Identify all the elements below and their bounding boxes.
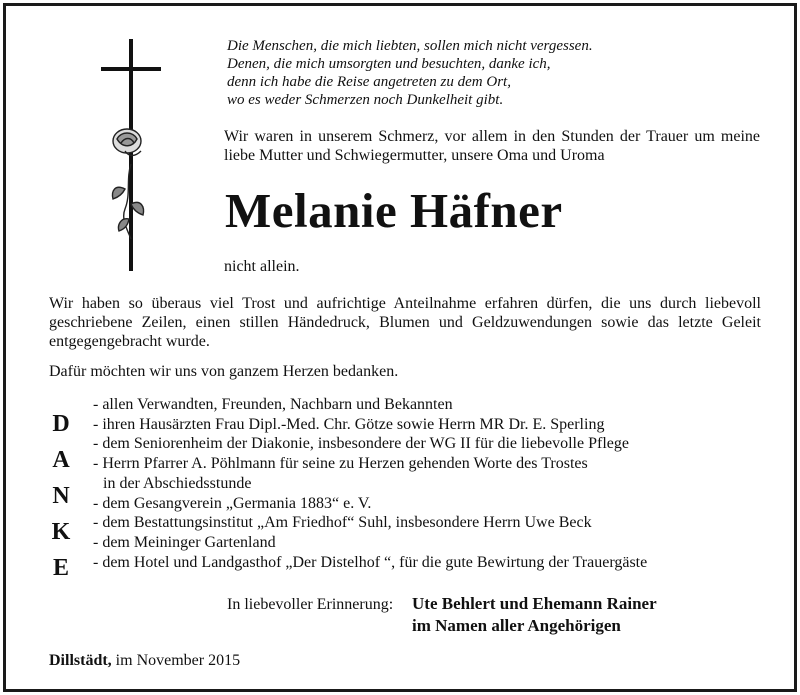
alone-text: nicht allein. [224,258,300,275]
poem-line: Die Menschen, die mich liebten, sollen mich nicht vergessen. [227,38,593,54]
list-item: - dem Meininger Gartenland [93,533,276,551]
list-item: - allen Verwandten, Freunden, Nachbarn und Bekannten [93,396,453,413]
signature-names [412,593,657,637]
date-text: im November 2015 [115,652,241,669]
list-item: - dem Seniorenheim der Diakonie, insbesondere der WG II für die liebevolle Pflege [93,435,629,453]
danke-letter: A [52,447,70,473]
list-item: - dem Hotel und Landgasthof „Der Distelhof “, für die gute Bewirtung der Trauergäste [93,553,648,571]
list-item: - dem Gesangverein „Germania 1883“ e. V. [93,494,372,512]
thanks-intro: Dafür möchten wir uns von ganzem Herzen bedanken. [49,363,399,380]
body-paragraph: Wir haben so überaus viel Trost und aufrichtige Anteilnahme erfahren dürfen, die uns durch liebevoll geschriebene Zeilen, einen stillen Händedruck, Blumen und Geldzuwendungen sowie das letzte Geleit entgegengebracht wurde. [49,295,761,350]
poem-line: denn ich habe die Reise angetreten zu dem Ort, [227,74,511,90]
place-date [49,652,240,670]
signature-line: im Namen aller Angehörigen [412,616,621,635]
signature-line: Ute Behlert und Ehemann Rainer [412,594,657,613]
poem-line: wo es weder Schmerzen noch Dunkelheit gibt. [227,92,504,108]
thanks-list [93,395,647,572]
obituary-card [3,3,797,692]
signature-label: In liebevoller Erinnerung: [227,596,394,613]
place-name: Dillstädt, [49,652,112,669]
deceased-name: Melanie Häfner [225,183,563,238]
danke-letter: N [52,483,70,509]
poem-block [227,37,593,109]
list-item: - dem Bestattungsinstitut „Am Friedhof“ Suhl, insbesondere Herrn Uwe Beck [93,514,592,532]
danke-letter: D [52,411,70,437]
list-item [93,454,647,493]
danke-letter: K [51,519,71,545]
rose-icon [113,129,144,239]
danke-vertical [49,406,73,586]
danke-letter: E [52,555,69,581]
list-item: - ihren Hausärzten Frau Dipl.-Med. Chr. Götze sowie Herrn MR Dr. E. Sperling [93,415,605,433]
intro-text: Wir waren in unserem Schmerz, vor allem in den Stunden der Trauer um meine liebe Mutter und Schwiegermutter, unsere Oma und Uroma [224,128,760,164]
poem-line: Denen, die mich umsorgten und besuchten, danke ich, [227,56,551,72]
cross-icon [101,39,163,271]
list-item-text: - Herrn Pfarrer A. Pöhlmann für seine zu Herzen gehenden Worte des Trostes [93,455,588,473]
list-item-continuation: in der Abschiedsstunde [103,474,252,492]
